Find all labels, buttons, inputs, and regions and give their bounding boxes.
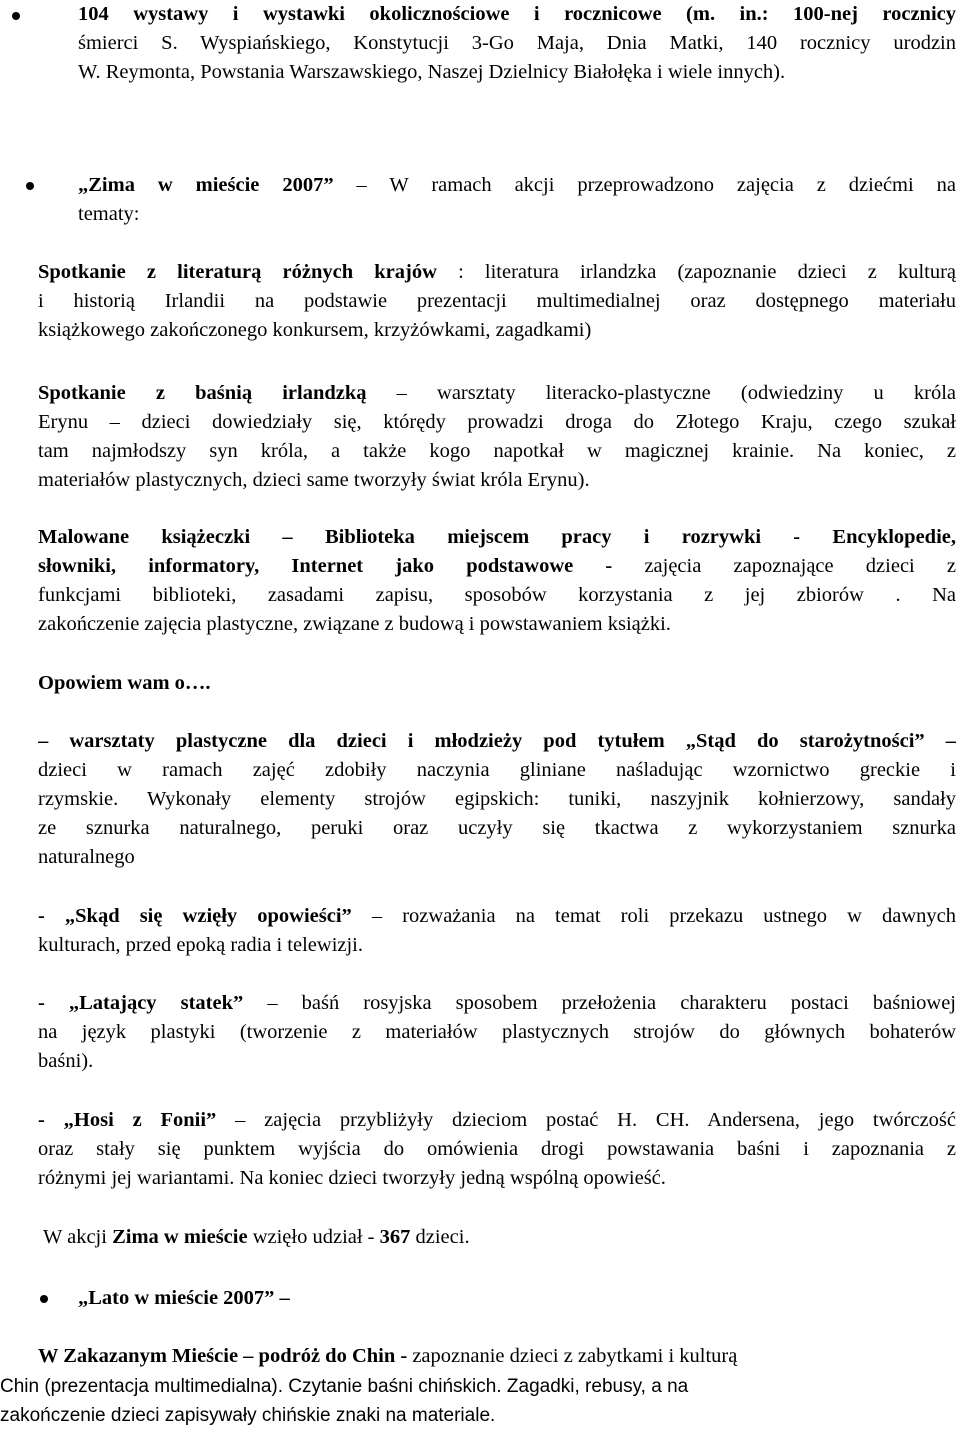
bullet-icon [40, 1295, 48, 1303]
text-line: na język plastyki (tworzenie z materiałów plastycznych strojów do głównych bohaterów [38, 1021, 956, 1043]
text-line: Erynu – dzieci dowiedziały się, którędy prowadzi droga do Złotego Kraju, czego szukał [38, 411, 956, 433]
text-line: - „Hosi z Fonii” – zajęcia przybliżyły dzieciom postać H. CH. Andersena, jego twórczość [38, 1109, 956, 1131]
section-heading: W Zakazanym Mieście – podróż do Chin - [38, 1345, 408, 1367]
text-line: funkcjami biblioteki, zasadami zapisu, sposobów korzystania z jej zbiorów . Na [38, 584, 956, 606]
zakazany-continuation [0, 1372, 960, 1430]
opowiem-heading [38, 669, 956, 698]
skad-paragraph [38, 902, 956, 960]
text-line: Spotkanie z literaturą różnych krajów : literatura irlandzka (zapoznanie dzieci z kulturą [38, 261, 956, 283]
text-line: zakończenie dzieci zapisywały chińskie znaki na materiale. [0, 1405, 496, 1426]
text-line: oraz stały się punktem wyjścia do omówienia drogi powstawania baśni i zapoznania z [38, 1138, 956, 1160]
text-line: Spotkanie z baśnią irlandzką – warsztaty literacko-plastyczne (odwiedziny u króla [38, 382, 956, 404]
text-line: Chin (prezentacja multimedialna). Czytanie baśni chińskich. Zagadki, rebusy, a na [0, 1376, 689, 1397]
section-heading: - „Skąd się wzięły opowieści” [38, 905, 352, 927]
text-line: i historią Irlandii na podstawie prezentacji multimedialnej oraz dostępnego materiału [38, 290, 956, 312]
text-line: Malowane książeczki – Biblioteka miejscem pracy i rozrywki - Encyklopedie, [38, 526, 956, 548]
text-line: tematy: [78, 203, 140, 225]
lato-heading [78, 1284, 956, 1313]
text-line: dzieci w ramach zajęć zdobiły naczynia gliniane naśladując wzornictwo greckie i [38, 759, 956, 781]
section-heading: - „Latający statek” [38, 992, 244, 1014]
zakazany-line: W Zakazanym Mieście – podróż do Chin - zapoznanie dzieci z zabytkami i kulturą [38, 1345, 738, 1367]
text-line: słowniki, informatory, Internet jako podstawowe - zajęcia zapoznające dzieci z [38, 555, 956, 577]
text-line: książkowego zakończonego konkursem, krzyżówkami, zagadkami) [38, 319, 592, 341]
text-line: W. Reymonta, Powstania Warszawskiego, Naszej Dzielnicy Białołęka i wiele innych). [78, 61, 786, 83]
text-line: rzymskie. Wykonały elementy strojów egipskich: tuniki, naszyjnik kołnierzowy, sandały [38, 788, 956, 810]
section-heading: Opowiem wam o…. [38, 672, 211, 694]
spotkanie-basn-paragraph [38, 379, 956, 495]
zima-intro [78, 171, 956, 229]
lato-title: „Lato w mieście 2007” – [78, 1287, 290, 1309]
summary-line: W akcji Zima w mieście wzięło udział - 367 dzieci. [43, 1226, 470, 1248]
bullet-icon [12, 12, 20, 20]
text-line: 104 wystawy i wystawki okolicznościowe i rocznicowe (m. in.: 100-nej rocznicy [78, 3, 956, 25]
text-line: różnymi jej wariantami. Na koniec dzieci tworzyły jedną wspólną opowieść. [38, 1167, 666, 1189]
text-line: ze sznurka naturalnego, peruki oraz uczyły się tkactwa z wykorzystaniem sznurka [38, 817, 956, 839]
zima-title: „Zima w mieście 2007” [78, 174, 334, 196]
text-line: „Zima w mieście 2007” – W ramach akcji przeprowadzono zajęcia z dziećmi na [78, 174, 956, 196]
bullet-icon [26, 182, 34, 190]
text-line: tam najmłodszy syn króla, a także kogo napotkał w magicznej krainie. Na koniec, z [38, 440, 956, 462]
warsztaty-paragraph [38, 727, 956, 872]
exhibitions-paragraph [78, 0, 956, 87]
text-line: zakończenie zajęcia plastyczne, związane z budową i powstawaniem książki. [38, 613, 671, 635]
text-line: materiałów plastycznych, dzieci same tworzyły świat króla Erynu). [38, 469, 590, 491]
text-line: – warsztaty plastyczne dla dzieci i młodzieży pod tytułem „Stąd do starożytności” – [38, 730, 956, 752]
text-line: naturalnego [38, 846, 135, 868]
section-heading: Spotkanie z baśnią irlandzką [38, 382, 367, 404]
malowane-paragraph [38, 523, 956, 639]
text-line: śmierci S. Wyspiańskiego, Konstytucji 3-Go Maja, Dnia Matki, 140 rocznicy urodzin [78, 32, 956, 54]
section-heading: - „Hosi z Fonii” [38, 1109, 217, 1131]
text-line: - „Skąd się wzięły opowieści” – rozważania na temat roli przekazu ustnego w dawnych [38, 905, 956, 927]
latajacy-paragraph [38, 989, 956, 1076]
hosi-paragraph [38, 1106, 956, 1193]
text-line: - „Latający statek” – baśń rosyjska sposobem przełożenia charakteru postaci baśniowej [38, 992, 956, 1014]
spotkanie-literatura-paragraph [38, 258, 956, 345]
text-line: baśni). [38, 1050, 94, 1072]
text-line: kulturach, przed epoką radia i telewizji. [38, 934, 364, 956]
section-heading: Spotkanie z literaturą różnych krajów [38, 261, 437, 283]
